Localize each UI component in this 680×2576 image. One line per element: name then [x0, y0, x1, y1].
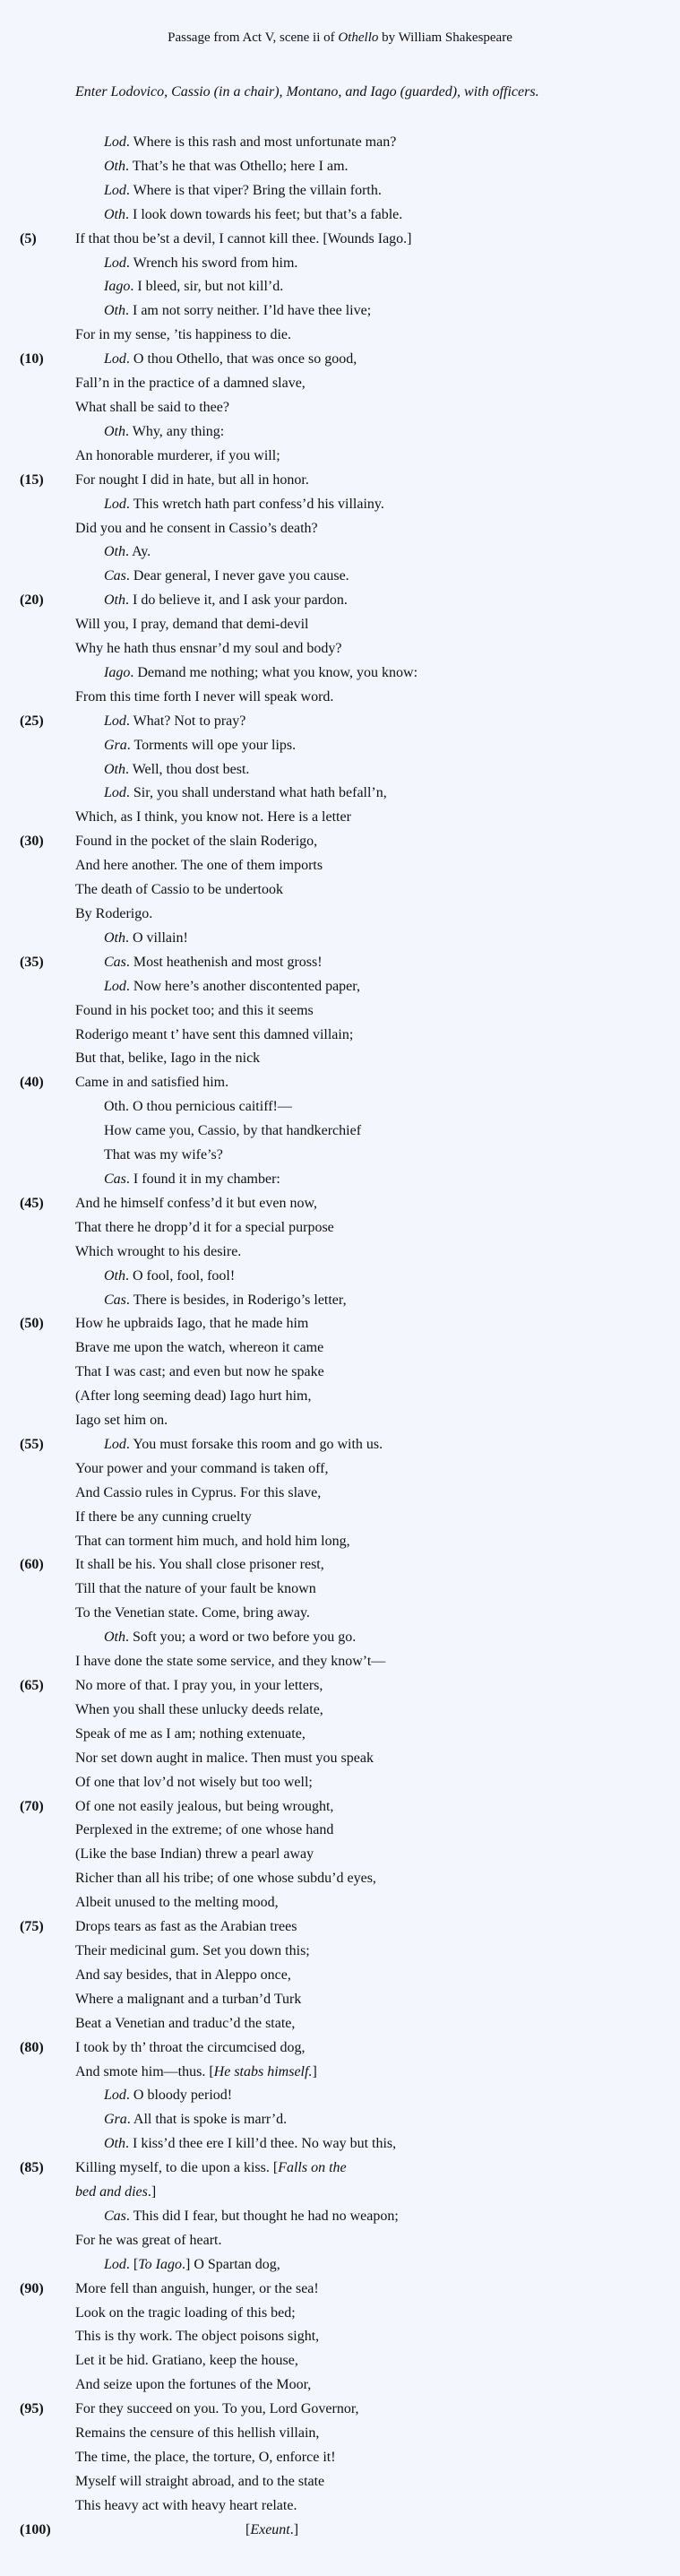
verse-line: [0, 275, 680, 299]
verse-line: [0, 1119, 680, 1144]
verse-line: [0, 1312, 680, 1336]
line-number: (30): [20, 834, 44, 850]
verse-line: [0, 758, 680, 782]
line-text: What shall be said to thee?: [75, 399, 229, 415]
line-text: How he upbraids Iago, that he made him: [75, 1316, 309, 1332]
line-text: That can torment him much, and hold him long,: [75, 1533, 350, 1549]
verse-line: [0, 2253, 680, 2278]
speaker-abbreviation: Oth: [104, 544, 125, 560]
verse-line: [0, 1457, 680, 1482]
line-text: Cas. Dear general, I never gave you cause.: [104, 568, 349, 584]
line-text: (Like the base Indian) threw a pearl away: [75, 1846, 314, 1863]
line-text: The time, the place, the torture, O, enforce it!: [75, 2450, 336, 2465]
line-text: Lod. This wretch hath part confess’d his villainy.: [104, 496, 384, 512]
line-text: For he was great of heart.: [75, 2232, 222, 2248]
speaker-abbreviation: Lod: [104, 351, 126, 367]
speaker-abbreviation: Lod: [104, 182, 126, 198]
verse-line: [0, 565, 680, 589]
line-text: For nought I did in hate, but all in honor.: [75, 471, 309, 488]
line-text: Cas. This did I fear, but thought he had no weapon;: [104, 2208, 399, 2224]
line-text: Oth. That’s he that was Othello; here I am.: [104, 158, 349, 174]
line-text: Speak of me as I am; nothing extenuate,: [75, 1725, 306, 1742]
line-text: And Cassio rules in Cyprus. For this slave,: [75, 1484, 322, 1500]
verse-line: [0, 2519, 680, 2543]
verse-line: [0, 2012, 680, 2036]
line-text: Found in the pocket of the slain Roderigo,: [75, 834, 318, 850]
speaker-abbreviation: Iago: [104, 279, 131, 295]
line-text: By Roderigo.: [75, 906, 153, 921]
verse-line: [0, 1168, 680, 1192]
verse-line: [0, 806, 680, 830]
verse-line: [0, 155, 680, 179]
line-text: Oth. O villain!: [104, 929, 188, 946]
line-text: (After long seeming dead) Iago hurt him,: [75, 1388, 312, 1405]
line-text: Perplexed in the extreme; of one whose hand: [75, 1822, 334, 1838]
verse-line: [0, 540, 680, 565]
verse-line: [0, 1795, 680, 1820]
verse-line: [0, 2132, 680, 2157]
line-text: Did you and he consent in Cassio’s death?: [75, 520, 318, 536]
verse-line: [0, 975, 680, 999]
verse-line: [0, 203, 680, 228]
verse-line: [0, 1095, 680, 1119]
line-text: Iago set him on.: [75, 1413, 168, 1429]
verse-line: [0, 2157, 680, 2181]
line-text: Oth. O thou pernicious caitiff!—: [104, 1099, 292, 1115]
verse-line: [0, 2325, 680, 2349]
verse-line: [0, 1071, 680, 1095]
verse-line: [0, 517, 680, 541]
verse-line: [0, 1433, 680, 1457]
line-text: Oth. Soft you; a word or two before you go.: [104, 1629, 357, 1646]
line-text: Let it be hid. Gratiano, keep the house,: [75, 2353, 298, 2369]
verse-line: [0, 1747, 680, 1771]
line-text: Killing myself, to die upon a kiss. [Falls on the: [75, 2160, 347, 2176]
verse-line: [0, 1336, 680, 1361]
line-text: And here another. The one of them imports: [75, 858, 323, 874]
title-suffix: by William Shakespeare: [378, 30, 512, 45]
line-text: Cas. Most heathenish and most gross!: [104, 954, 323, 970]
verse-line: [0, 1192, 680, 1216]
line-text: Which wrought to his desire.: [75, 1243, 242, 1259]
line-text: Lod. O thou Othello, that was once so good,: [104, 351, 357, 367]
speaker-abbreviation: Lod: [104, 1436, 126, 1452]
line-text: Lod. Where is this rash and most unfortunate man?: [104, 134, 397, 150]
line-text: Why he hath thus ensnar’d my soul and body?: [75, 641, 342, 657]
verse-line: [0, 1843, 680, 1867]
speaker-abbreviation: Lod: [104, 978, 126, 994]
speaker-abbreviation: Gra: [104, 2112, 127, 2128]
verse-line: [0, 1553, 680, 1578]
line-text: Gra. Torments will ope your lips.: [104, 737, 297, 753]
line-text: Fall’n in the practice of a damned slave,: [75, 376, 306, 392]
line-text: When you shall these unlucky deeds relate,: [75, 1701, 323, 1717]
line-number: (60): [20, 1557, 44, 1573]
speaker-abbreviation: Oth: [104, 206, 125, 222]
line-text: Brave me upon the watch, whereon it came: [75, 1340, 324, 1356]
verse-line: [0, 637, 680, 661]
line-text: Of one that lov’d not wisely but too well;: [75, 1774, 313, 1790]
line-text: Cas. There is besides, in Roderigo’s letter,: [104, 1292, 347, 1308]
verse-line: [0, 228, 680, 252]
line-text: This is thy work. The object poisons sight,: [75, 2329, 320, 2345]
verse-line: [0, 324, 680, 348]
line-text: Of one not easily jealous, but being wrought,: [75, 1798, 334, 1814]
italic-stage-direction: bed and dies: [75, 2184, 148, 2200]
verse-line: [0, 2036, 680, 2061]
speaker-abbreviation: Oth: [104, 592, 125, 609]
line-text: Iago. Demand me nothing; what you know, you know:: [104, 664, 418, 680]
italic-stage-direction: Exeunt: [250, 2521, 290, 2537]
speaker-abbreviation: Lod: [104, 2088, 126, 2104]
line-text: No more of that. I pray you, in your letters,: [75, 1678, 323, 1693]
verse-line: [0, 1289, 680, 1313]
line-text: Lod. Where is that viper? Bring the villain forth.: [104, 182, 382, 198]
verse-line: [0, 1530, 680, 1554]
verse-line: [0, 299, 680, 324]
line-text: Lod. Sir, you shall understand what hath befall’n,: [104, 785, 387, 801]
verse-line: [0, 1723, 680, 1747]
line-text: How came you, Cassio, by that handkerchief: [104, 1123, 362, 1139]
line-text: Till that the nature of your fault be known: [75, 1581, 316, 1597]
line-text: Their medicinal gum. Set you down this;: [75, 1942, 310, 1958]
line-text: And seize upon the fortunes of the Moor,: [75, 2377, 312, 2393]
line-number: (50): [20, 1316, 44, 1332]
line-number: (25): [20, 713, 44, 729]
verse-line: [0, 1819, 680, 1843]
verse-line: [0, 927, 680, 951]
verse-line: [0, 2422, 680, 2446]
line-text: Oth. Ay.: [104, 544, 151, 560]
verse-line: [0, 348, 680, 372]
line-text: But that, belike, Iago in the nick: [75, 1050, 261, 1067]
italic-stage-direction: Falls on the: [278, 2160, 347, 2176]
italic-stage-direction: To Iago: [138, 2256, 182, 2272]
line-text: Found in his pocket too; and this it seems: [75, 1002, 314, 1018]
line-text: Lod. [To Iago.] O Spartan dog,: [104, 2256, 280, 2272]
verse-line: [0, 589, 680, 613]
verse-line: [0, 1578, 680, 1602]
line-number: (20): [20, 592, 44, 609]
verse-line: [0, 1506, 680, 1530]
verse-line: [0, 2108, 680, 2132]
line-number: (90): [20, 2280, 44, 2296]
line-text: That there he dropp’d it for a special purpose: [75, 1219, 334, 1235]
verse-line: [0, 2373, 680, 2398]
speaker-abbreviation: Oth: [104, 1267, 125, 1284]
line-text: Oth. O fool, fool, fool!: [104, 1267, 236, 1284]
verse-line: [0, 1265, 680, 1289]
verse-line: [0, 372, 680, 396]
stage-direction: Enter Lodovico, Cassio (in a chair), Montano, and Iago (guarded), with officers.: [75, 84, 539, 99]
line-text: Cas. I found it in my chamber:: [104, 1171, 280, 1187]
line-text: For they succeed on you. To you, Lord Governor,: [75, 2401, 359, 2417]
verse-line: [0, 1650, 680, 1674]
line-text: Beat a Venetian and traduc’d the state,: [75, 2015, 296, 2031]
verse-line: [0, 903, 680, 927]
verse-line: [0, 661, 680, 686]
line-text: I have done the state some service, and they know’t—: [75, 1654, 386, 1670]
speaker-abbreviation: Oth: [104, 929, 125, 946]
line-text: Oth. Why, any thing:: [104, 423, 225, 439]
verse-line: [0, 999, 680, 1024]
speaker-abbreviation: Lod: [104, 713, 126, 729]
line-number: (5): [20, 230, 37, 246]
speaker-abbreviation: Lod: [104, 496, 126, 512]
line-text: [Exeunt.]: [245, 2521, 299, 2537]
verse-line: [0, 2470, 680, 2494]
verse-line: [0, 1024, 680, 1048]
verse-line: [0, 1891, 680, 1915]
line-text: I took by th’ throat the circumcised dog,: [75, 2039, 306, 2055]
line-text: Roderigo meant t’ have sent this damned villain;: [75, 1026, 354, 1042]
speaker-abbreviation: Lod: [104, 785, 126, 801]
line-text: An honorable murderer, if you will;: [75, 447, 280, 463]
verse-line: [0, 2205, 680, 2229]
line-text: The death of Cassio to be undertook: [75, 882, 283, 898]
line-text: And say besides, that in Aleppo once,: [75, 1967, 291, 1983]
line-number: (15): [20, 471, 44, 488]
line-text: More fell than anguish, hunger, or the sea!: [75, 2280, 319, 2296]
line-text: Oth. I look down towards his feet; but that’s a fable.: [104, 206, 403, 222]
line-number: (10): [20, 351, 44, 367]
line-number: (35): [20, 954, 44, 970]
speaker-abbreviation: Oth: [104, 761, 125, 777]
verse-line: [0, 420, 680, 445]
line-text: To the Venetian state. Come, bring away.: [75, 1605, 310, 1621]
speaker-abbreviation: Oth: [104, 423, 125, 439]
line-text: Albeit unused to the melting mood,: [75, 1895, 279, 1911]
line-number: (100): [20, 2521, 51, 2537]
verse-line: [0, 2398, 680, 2422]
speaker-abbreviation: Lod: [104, 255, 126, 271]
verse-line: [0, 2278, 680, 2302]
line-text: Remains the censure of this hellish villain,: [75, 2425, 320, 2442]
speaker-abbreviation: Cas: [104, 1171, 126, 1187]
verse-line: [0, 1409, 680, 1433]
line-text: Gra. All that is spoke is marr’d.: [104, 2112, 288, 2128]
speaker-abbreviation: Cas: [104, 568, 126, 584]
verse-line: [0, 445, 680, 469]
line-number: (75): [20, 1919, 44, 1935]
line-number: (40): [20, 1075, 44, 1091]
verse-line: [0, 1674, 680, 1699]
verse-line: [0, 2061, 680, 2085]
title-work: Othello: [338, 30, 379, 45]
line-text: Which, as I think, you know not. Here is a letter: [75, 809, 351, 826]
italic-stage-direction: He stabs himself.: [213, 2063, 313, 2079]
verse-line: [0, 2229, 680, 2253]
line-text: Lod. O bloody period!: [104, 2088, 233, 2104]
speaker-abbreviation: Cas: [104, 1292, 126, 1308]
line-text: Came in and satisfied him.: [75, 1075, 229, 1091]
line-number: (55): [20, 1436, 44, 1452]
verse-line: [0, 1867, 680, 1891]
speaker-abbreviation: Cas: [104, 954, 126, 970]
verse-line: [0, 878, 680, 903]
line-text: And smote him—thus. [He stabs himself.]: [75, 2063, 317, 2079]
line-text: Myself will straight abroad, and to the state: [75, 2473, 325, 2489]
speaker-abbreviation: Oth: [104, 1629, 125, 1646]
line-text: Oth. I am not sorry neither. I’ld have thee live;: [104, 303, 372, 319]
line-text: bed and dies.]: [75, 2184, 157, 2200]
speaker-abbreviation: Lod: [104, 2256, 126, 2272]
verse-line: [0, 2446, 680, 2470]
speaker-abbreviation: Iago: [104, 664, 131, 680]
line-text: Lod. Wrench his sword from him.: [104, 255, 298, 271]
line-text: This heavy act with heavy heart relate.: [75, 2497, 297, 2513]
verse-line: [0, 1144, 680, 1168]
line-text: Oth. I kiss’d thee ere I kill’d thee. No way but this,: [104, 2136, 397, 2152]
speaker-abbreviation: Oth: [104, 158, 125, 174]
line-text: Oth. Well, thou dost best.: [104, 761, 250, 777]
line-text: Nor set down aught in malice. Then must you speak: [75, 1750, 374, 1766]
verse-line: [0, 613, 680, 637]
speaker-abbreviation: Oth: [104, 2136, 125, 2152]
verse-line: [0, 1699, 680, 1723]
verse-line: [0, 252, 680, 276]
line-text: Lod. You must forsake this room and go with us.: [104, 1436, 383, 1452]
verse-line: [0, 2349, 680, 2373]
line-number: (95): [20, 2401, 44, 2417]
verse-line: [0, 1385, 680, 1409]
verse-line: [0, 131, 680, 155]
speaker-abbreviation: Gra: [104, 737, 127, 753]
speaker-abbreviation: Cas: [104, 2208, 126, 2224]
line-text: Oth. I do believe it, and I ask your pardon.: [104, 592, 348, 609]
line-text: Richer than all his tribe; of one whose subdu’d eyes,: [75, 1871, 376, 1887]
line-text: That I was cast; and even but now he spake: [75, 1364, 324, 1380]
verse-line: [0, 854, 680, 878]
verse-line: [0, 1240, 680, 1265]
verse-line: [0, 830, 680, 854]
line-text: Will you, I pray, demand that demi-devil: [75, 617, 309, 633]
verse-line: [0, 179, 680, 203]
line-text: And he himself confess’d it but even now,: [75, 1195, 318, 1211]
line-number: (70): [20, 1798, 44, 1814]
verse-line: [0, 1482, 680, 1506]
speaker-abbreviation: Lod: [104, 134, 126, 150]
verse-line: [0, 1915, 680, 1940]
line-text: Lod. Now here’s another discontented paper,: [104, 978, 360, 994]
verse-line: [0, 1361, 680, 1385]
verse-line: [0, 710, 680, 734]
line-text: Look on the tragic loading of this bed;: [75, 2304, 296, 2321]
line-text: From this time forth I never will speak word.: [75, 688, 334, 705]
verse-line: [0, 1940, 680, 1964]
verse-line: [0, 1988, 680, 2012]
verse-line: [0, 2181, 680, 2205]
line-number: (85): [20, 2160, 44, 2176]
line-text: For in my sense, ’tis happiness to die.: [75, 327, 292, 343]
verse-line: [0, 396, 680, 420]
verse-line: [0, 2494, 680, 2519]
verse-line: [0, 1626, 680, 1650]
verse-line: [0, 469, 680, 493]
line-number: (45): [20, 1195, 44, 1211]
passage-title: [0, 30, 680, 46]
line-text: Drops tears as fast as the Arabian trees: [75, 1919, 297, 1935]
verse-line: [0, 1216, 680, 1240]
verse-line: [0, 2302, 680, 2326]
line-text: Where a malignant and a turban’d Turk: [75, 1991, 302, 2007]
line-text: Lod. What? Not to pray?: [104, 713, 246, 729]
verse-line: [0, 493, 680, 517]
verse-lines: [0, 131, 680, 2543]
line-text: It shall be his. You shall close prisoner rest,: [75, 1557, 324, 1573]
verse-line: [0, 951, 680, 975]
line-number: (65): [20, 1678, 44, 1693]
verse-line: [0, 1771, 680, 1795]
line-text: That was my wife’s?: [104, 1147, 223, 1163]
verse-line: [0, 734, 680, 758]
verse-line: [0, 1602, 680, 1626]
verse-line: [0, 686, 680, 710]
verse-line: [0, 2084, 680, 2108]
speaker-abbreviation: Oth: [104, 303, 125, 319]
line-text: If that thou be’st a devil, I cannot kill thee. [Wounds Iago.]: [75, 230, 412, 246]
verse-line: [0, 782, 680, 806]
line-text: If there be any cunning cruelty: [75, 1508, 252, 1525]
verse-line: [0, 1964, 680, 1988]
line-number: (80): [20, 2039, 44, 2055]
verse-line: [0, 1047, 680, 1071]
line-text: Iago. I bleed, sir, but not kill’d.: [104, 279, 284, 295]
line-text: Your power and your command is taken off,: [75, 1460, 329, 1476]
title-prefix: Passage from Act V, scene ii of: [168, 30, 339, 45]
